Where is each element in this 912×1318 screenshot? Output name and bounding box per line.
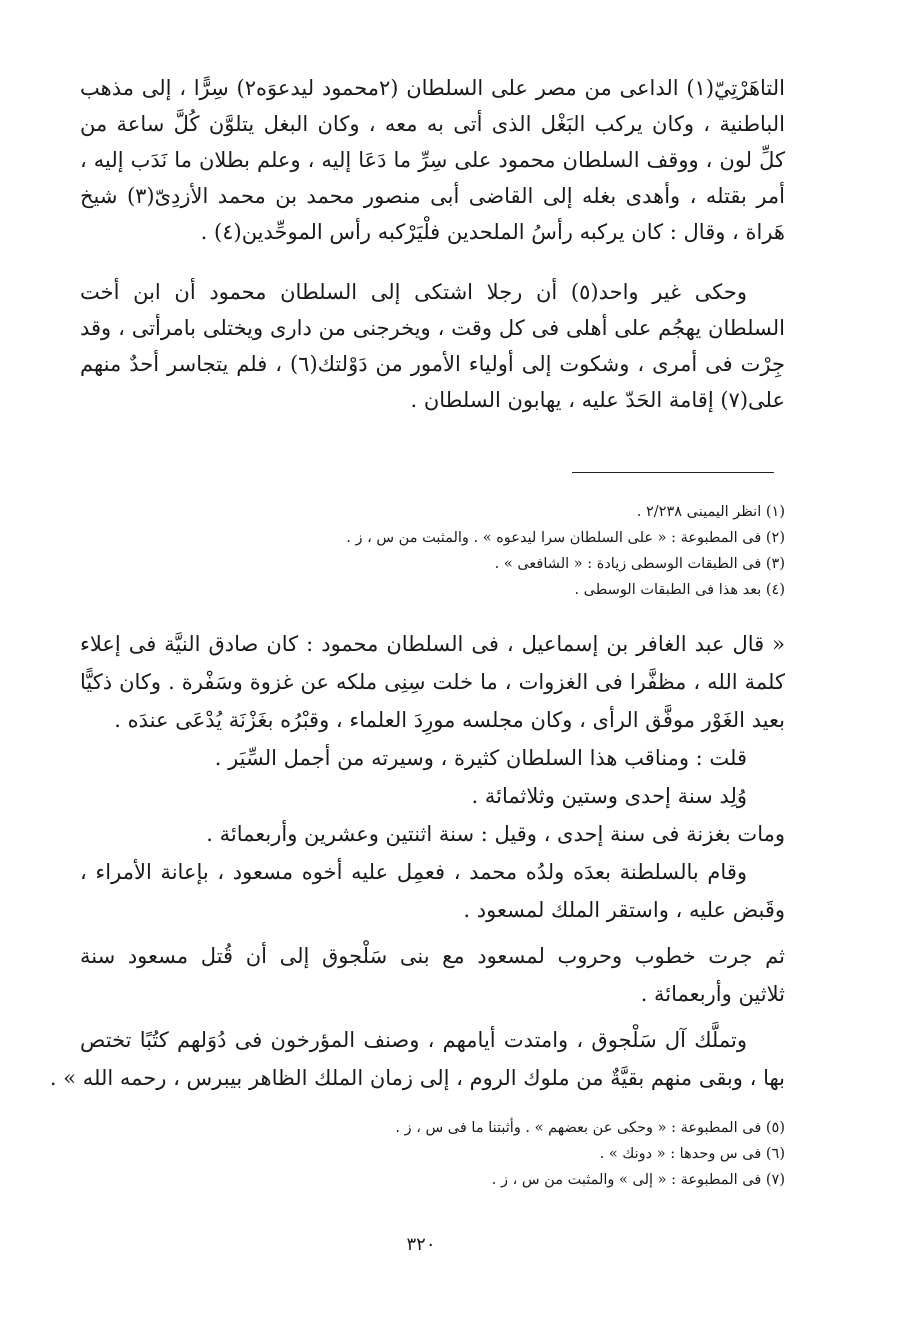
footnote: (١) انظر اليمينى ٢/٢٣٨ .	[636, 504, 785, 520]
text-line: أمر بقتله ، وأهدى بغله إلى القاضى أبى منصور محمد بن محمد الأزدِىّ(٣) شيخ	[80, 184, 785, 208]
text-line: على(٧) إقامة الحَدّ عليه ، يهابون السلطان .	[410, 388, 785, 412]
text-line: ثلاثين وأربعمائة .	[640, 982, 785, 1006]
text-line: هَراة ، وقال : كان يركبه رأسُ الملحدين فلْيَرْكبه رأس الموحِّدين(٤) .	[200, 220, 785, 244]
text-line: التاهَرْتِيّ(١) الداعى من مصر على السلطان (٢محمود ليدعوَه٢) سِرًّا ، إلى مذهب	[80, 76, 785, 100]
text-line: وقَبض عليه ، واستقر الملك لمسعود .	[463, 898, 785, 922]
text-line: بها ، وبقى منهم بقيَّةٌ من ملوك الروم ، إلى زمان الملك الظاهر بيبرس ، رحمه الله » .	[49, 1066, 785, 1090]
footnote-separator	[572, 472, 774, 473]
text-line: قلت : ومناقب هذا السلطان كثيرة ، وسيرته من أجمل السِّيَر .	[214, 746, 747, 770]
body-text-bottom	[49, 626, 785, 1116]
page-number: ٣٢٠	[406, 1234, 436, 1255]
footnote: (٧) فى المطبوعة : « إلى » والمثبت من س ، ز .	[491, 1172, 785, 1188]
text-line: ثم جرت خطوب وحروب لمسعود مع بنى سَلْجوق إلى أن قُتل مسعود سنة	[80, 944, 785, 968]
text-line: السلطان يهجُم على أهلى فى كل وقت ، ويخرجنى من دارى ويختلى بامرأتى ، وقد	[80, 316, 785, 340]
text-line: وتملَّك آل سَلْجوق ، وامتدت أيامهم ، وصنف المؤرخون فى دُوَلهم كتُبًا تختص	[80, 1028, 747, 1052]
footnote: (٢) فى المطبوعة : « على السلطان سرا ليدعوه » . والمثبت من س ، ز .	[346, 530, 785, 546]
footnotes-top	[80, 500, 785, 600]
text-line: وقام بالسلطنة بعدَه ولدُه محمد ، فعمِل عليه أخوه مسعود ، بإعانة الأمراء ،	[80, 860, 747, 884]
text-line: وحكى غير واحد(٥) أن رجلا اشتكى إلى السلطان محمود أن ابن أخت	[80, 280, 747, 304]
text-line: جِرْت فى أمرى ، وشكوت إلى أولياء الأمور من دَوْلتك(٦) ، فلم يتجاسر أحدٌ منهم	[80, 352, 785, 376]
text-line: « قال عبد الغافر بن إسماعيل ، فى السلطان محمود : كان صادق النيَّة فى إعلاء	[80, 632, 785, 656]
text-line: بعيد الغَوْر موفَّق الرأى ، وكان مجلسه مورِدَ العلماء ، وقبْرُه بغَزْنَة يُدْعَى عندَه .	[114, 708, 785, 732]
footnote: (٥) فى المطبوعة : « وحكى عن بعضهم » . وأثبتنا ما فى س ، ز .	[395, 1120, 785, 1136]
footnote: (٤) بعد هذا فى الطبقات الوسطى .	[574, 582, 785, 598]
text-line: وُلِد سنة إحدى وستين وثلاثمائة .	[471, 784, 747, 808]
footnote: (٦) فى س وحدها : « دونك » .	[599, 1146, 785, 1162]
text-line: ومات بغزنة فى سنة إحدى ، وقيل : سنة اثنتين وعشرين وأربعمائة .	[206, 822, 785, 846]
footnote: (٣) فى الطبقات الوسطى زيادة : « الشافعى » .	[494, 556, 785, 572]
footnotes-bottom	[80, 1116, 785, 1196]
body-text-top	[80, 70, 785, 412]
text-line: كلمة الله ، مظفَّرا فى الغزوات ، ما خلت سِنِى ملكه عن غزوة وسَفْرة . وكان ذكيًّا	[80, 670, 785, 694]
text-line: الباطنية ، وكان يركب البَغْل الذى أتى به معه ، وكان البغل يتلوَّن كُلَّ ساعة من	[80, 112, 785, 136]
text-line: كلِّ لون ، ووقف السلطان محمود على سِرِّ ما دَعَا إليه ، وعلم بطلان ما نَدَب إليه ،	[80, 148, 785, 172]
